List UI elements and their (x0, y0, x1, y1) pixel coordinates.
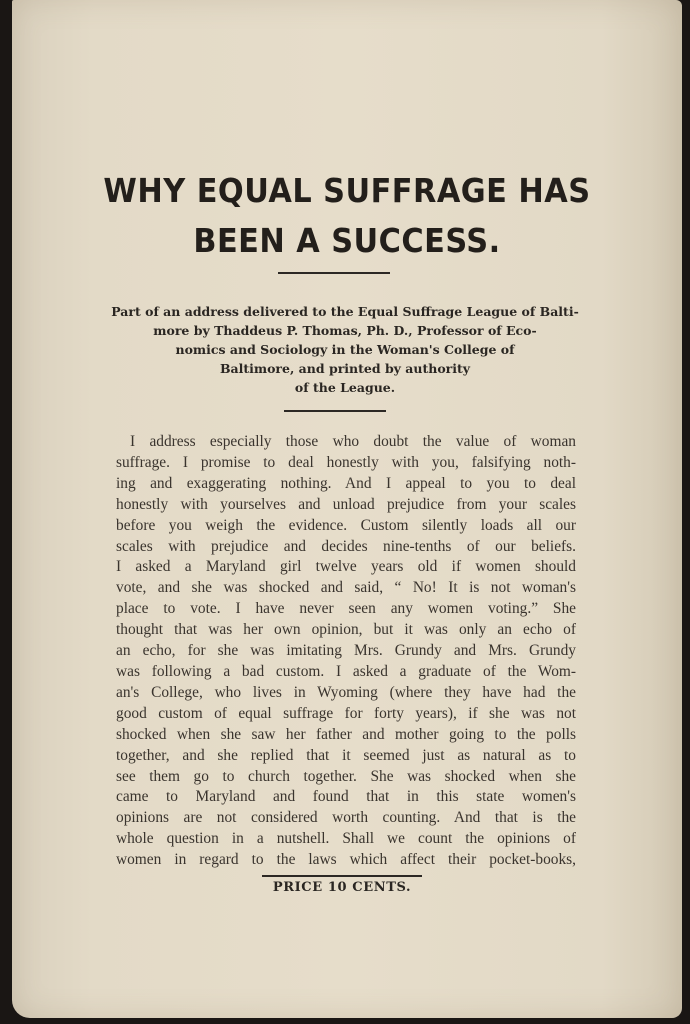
subtitle-divider (284, 410, 386, 412)
body-line: before you weigh the evidence. Custom silently loads all our (116, 516, 576, 534)
subtitle (100, 302, 590, 397)
body-line: I address especially those who doubt the value of woman (130, 433, 576, 450)
body-line: good custom of equal suffrage for forty years), if she was not (116, 704, 576, 722)
subtitle-line: of the League. (294, 380, 396, 395)
body-line: was following a bad custom. I asked a graduate of the Wom- (116, 662, 576, 680)
body-line: honestly with yourselves and unload prejudice from your scales (116, 495, 576, 513)
body-line: together, and she replied that it seemed just as natural as to (116, 746, 576, 764)
body-text (116, 432, 576, 871)
body-line: opinions are not considered worth counting. And that is the (116, 809, 576, 827)
footer-divider (262, 875, 422, 877)
title-line-2: BEEN A SUCCESS. (193, 221, 501, 260)
title-line-1: WHY EQUAL SUFFRAGE HAS (103, 171, 591, 210)
body-line: women in regard to the laws which affect their pocket-books, (116, 851, 576, 869)
subtitle-line: Baltimore, and printed by authority (219, 361, 471, 376)
subtitle-line: Part of an address delivered to the Equal Suffrage League of Balti- (111, 304, 579, 319)
body-line: ing and exaggerating nothing. And I appeal to you to deal (116, 474, 576, 492)
body-line: an echo, for she was imitating Mrs. Grundy and Mrs. Grundy (116, 642, 576, 660)
body-line: I asked a Maryland girl twelve years old if women should (116, 558, 576, 576)
document-page (12, 0, 682, 1018)
body-line: an's College, who lives in Wyoming (where they have had the (116, 683, 576, 701)
body-line: see them go to church together. She was shocked when she (116, 767, 576, 785)
body-line: thought that was her own opinion, but it was only an echo of (116, 621, 576, 639)
body-line: suffrage. I promise to deal honestly with you, falsifying noth- (116, 453, 576, 471)
body-line: place to vote. I have never seen any women voting.” She (116, 600, 576, 618)
subtitle-line: more by Thaddeus P. Thomas, Ph. D., Professor of Eco- (153, 323, 537, 338)
body-line: vote, and she was shocked and said, “ No! It is not woman's (116, 579, 576, 597)
subtitle-line: nomics and Sociology in the Woman's College of (175, 342, 515, 357)
body-line: came to Maryland and found that in this state women's (116, 788, 576, 806)
title-divider (278, 272, 390, 274)
document-title (39, 166, 655, 266)
body-line: whole question in a nutshell. Shall we count the opinions of (116, 830, 576, 848)
body-line: shocked when she saw her father and mother going to the polls (116, 725, 576, 743)
body-line: scales with prejudice and decides nine-tenths of our beliefs. (116, 537, 576, 555)
price-label: PRICE 10 CENTS. (272, 880, 412, 895)
